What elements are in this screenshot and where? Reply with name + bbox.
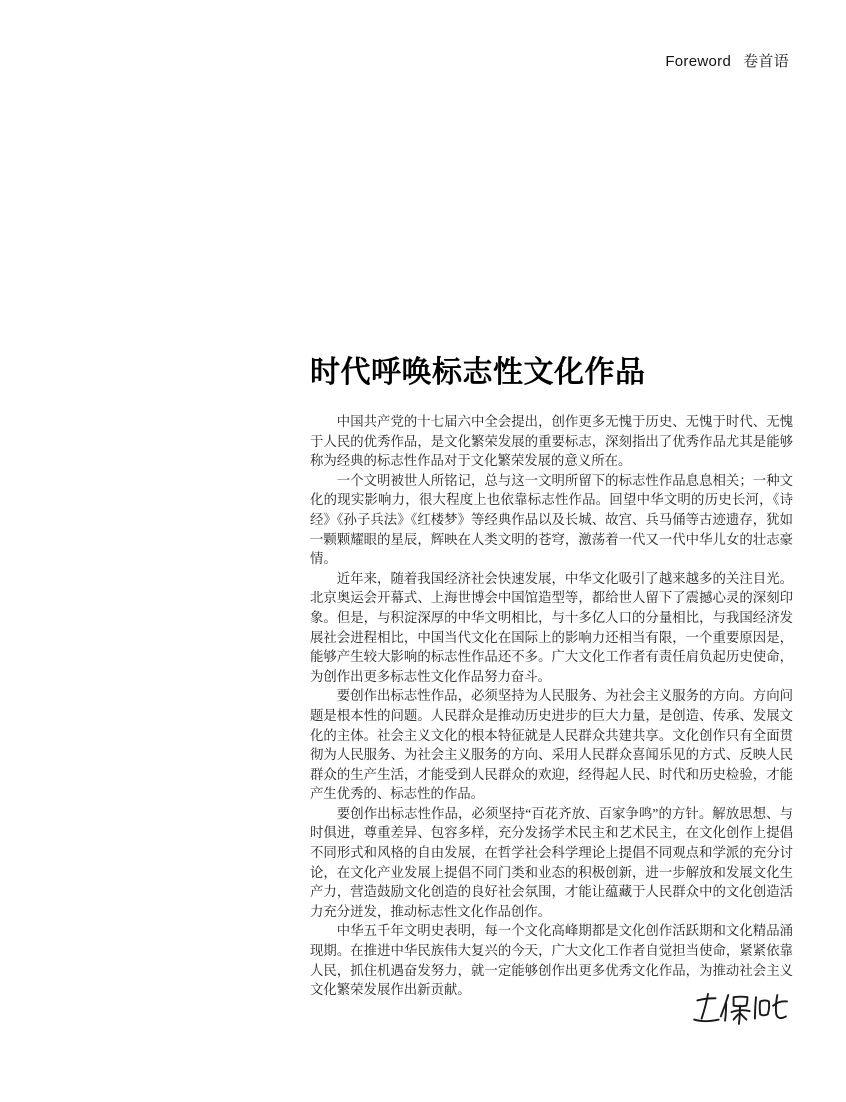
- article-paragraph: 近年来，随着我国经济社会快速发展，中华文化吸引了越来越多的关注目光。北京奥运会开幕式、上海世博会中国馆造型等，都给世人留下了震撼心灵的深刻印象。但是，与积淀深厚的中华文明相比，与十多亿人口的分量相比，与我国经济发展社会进程相比，中国当代文化在国际上的影响力还相当有限，一个重要原因是，能够产生较大影响的标志性作品还不多。广大文化工作者有责任肩负起历史使命，为创作出更多标志性文化作品努力奋斗。: [310, 570, 793, 684]
- article-paragraph: 要创作出标志性作品，必须坚持“百花齐放、百家争鸣”的方针。解放思想、与时俱进，尊重差异、包容多样，充分发扬学术民主和艺术民主，在文化创作上提倡不同形式和风格的自由发展，在哲学社会科学理论上提倡不同观点和学派的充分讨论，在文化产业发展上提倡不同门类和业态的积极创新，进一步解放和发展文化生产力，营造鼓励文化创造的良好社会氛围，才能让蕴藏于人民群众中的文化创造活力充分迸发，推动标志性文化作品创作。: [310, 805, 793, 919]
- article-body: [310, 412, 793, 1000]
- foreword-label-en: Foreword: [665, 53, 732, 70]
- article-paragraph: 中华五千年文明史表明，每一个文化高峰期都是文化创作活跃期和文化精品涌现期。在推进中华民族伟大复兴的今天，广大文化工作者自觉担当使命，紧紧依靠人民，抓住机遇奋发努力，就一定能够创作出更多优秀文化作品，为推动社会主义文化繁荣发展作出新贡献。: [310, 923, 793, 998]
- article-paragraph: 中国共产党的十七届六中全会提出，创作更多无愧于历史、无愧于时代、无愧于人民的优秀作品，是文化繁荣发展的重要标志，深刻指出了优秀作品尤其是能够称为经典的标志性作品对于文化繁荣发展的意义所在。: [310, 414, 793, 469]
- page-header: [665, 50, 789, 71]
- article-paragraph: 要创作出标志性作品，必须坚持为人民服务、为社会主义服务的方向。方向问题是根本性的问题。人民群众是推动历史进步的巨大力量，是创造、传承、发展文化的主体。社会主义文化的根本特征就是人民群众共建共享。文化创作只有全面贯彻为人民服务、为社会主义服务的方向、采用人民群众喜闻乐见的方式、反映人民群众的生产生活，才能受到人民群众的欢迎，经得起人民、时代和历史检验，才能产生优秀的、标志性的作品。: [310, 688, 793, 802]
- article-paragraph: 一个文明被世人所铭记，总与这一文明所留下的标志性作品息息相关；一种文化的现实影响力，很大程度上也依靠标志性作品。回望中华文明的历史长河，《诗经》《孙子兵法》《红楼梦》等经典作品以及长城、故宫、兵马俑等古迹遗存，犹如一颗颗耀眼的星辰，辉映在人类文明的苍穹，激荡着一代又一代中华儿女的壮志豪情。: [310, 472, 793, 567]
- article-title: 时代呼唤标志性文化作品: [310, 356, 646, 389]
- signature-handwriting: [692, 990, 788, 1030]
- signature-strokes-icon: [692, 990, 788, 1030]
- foreword-label-zh: 卷首语: [743, 53, 789, 70]
